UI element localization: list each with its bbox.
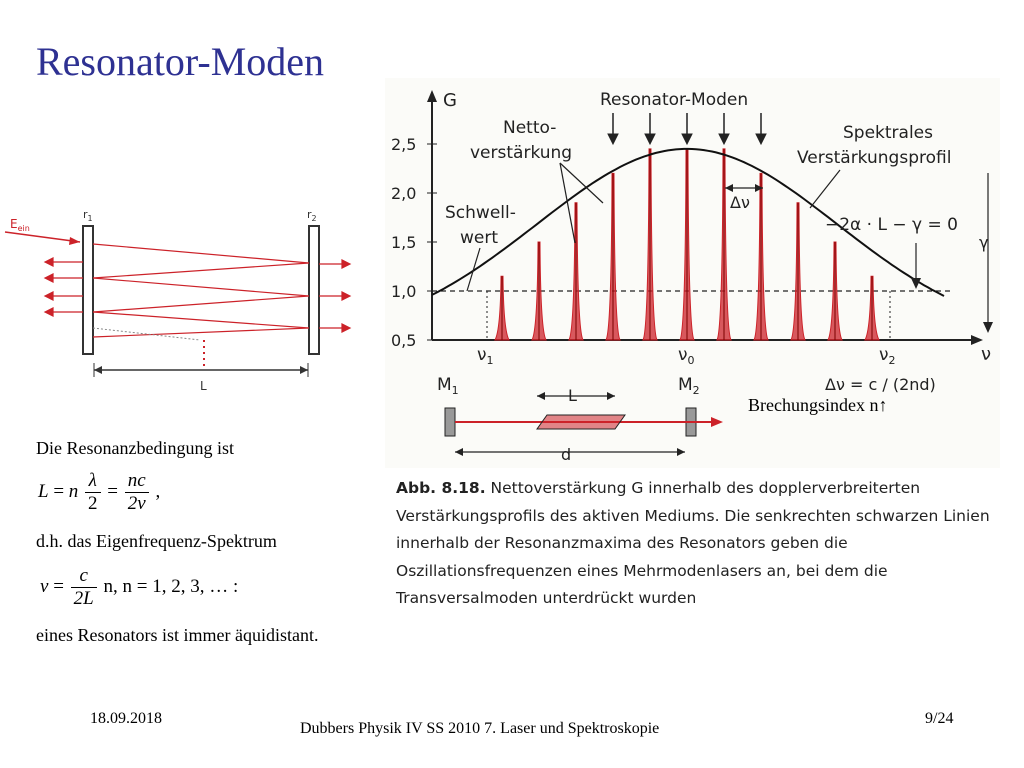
y-tick-label: 0,5	[391, 331, 417, 350]
eq1-fraction-1	[85, 470, 101, 515]
label-medium-l: L	[568, 386, 577, 405]
figure-caption	[396, 475, 996, 613]
incoming-arrowhead	[69, 237, 80, 245]
eq2-lhs: ν	[40, 575, 49, 597]
caption-body: Nettoverstärkung G innerhalb des dopplerverbreiterten Verstärkungsprofils des aktiven Mediums. Die senkrechten schwarzen Linien innerhalb der Resonanzmaxima des Resonators geben die Oszillationsfrequenzen eines Mehrmodenlasers an, bei dem die Transversalmoden unterdrückt wurden	[396, 479, 990, 607]
label-spektrales-2: Verstärkungsprofil	[797, 148, 952, 168]
label-r1: $r_1$	[83, 208, 93, 223]
length-arrow-left	[94, 366, 102, 374]
mirror-r2	[309, 226, 319, 354]
eq1-equals-2: =	[107, 480, 119, 502]
spectrum-equation	[40, 565, 238, 610]
label-resonator-moden: Resonator-Moden	[600, 90, 749, 110]
incoming-beam	[5, 232, 80, 242]
y-tick-label: 1,5	[391, 233, 417, 252]
brechungsindex-label: Brechungsindex n↑	[748, 395, 888, 415]
label-netto-2: verstärkung	[470, 143, 573, 163]
x-axis-label: ν	[981, 344, 992, 365]
x-tick-nu2: $\nu_2$	[879, 345, 896, 367]
label-e-ein: $E_{ein}$	[10, 217, 30, 233]
reflected-rays-left	[45, 258, 83, 316]
eq1-n: n	[68, 480, 79, 502]
x-tick-nu0: $\nu_0$	[678, 345, 695, 367]
x-tick-nu1: $\nu_1$	[477, 345, 494, 367]
footer-course: Dubbers Physik IV SS 2010 7. Laser und Spektroskopie	[300, 720, 660, 737]
transmitted-rays-right	[319, 260, 350, 332]
eq1-den-1: 2	[85, 492, 101, 515]
resonance-equation	[38, 470, 160, 515]
eq1-num-2: nc	[127, 470, 146, 491]
eq2-den: 2L	[71, 587, 97, 610]
label-cavity-l: L	[200, 379, 207, 390]
eq2-fraction	[71, 565, 97, 610]
fading-ray	[93, 328, 200, 340]
eq1-lhs: L	[38, 480, 49, 502]
label-cavity-d: d	[561, 445, 572, 464]
footer-date: 18.09.2018	[90, 710, 162, 727]
label-m1: $M_1$	[437, 375, 459, 397]
footer-page-number: 9/24	[925, 710, 954, 727]
y-axis-label: G	[443, 90, 457, 111]
gain-graph	[385, 78, 1000, 468]
label-r2: $r_2$	[307, 208, 317, 223]
label-spektrales-1: Spektrales	[843, 123, 933, 143]
gain-medium	[537, 415, 625, 429]
eq1-comma: ,	[155, 480, 161, 502]
label-threshold-equation: −2α · L − γ = 0	[825, 215, 958, 235]
caption-label: Abb. 8.18.	[396, 479, 486, 497]
y-tick-label: 1,0	[391, 282, 417, 301]
eq1-fraction-2	[125, 470, 149, 515]
y-tick-label: 2,5	[391, 135, 417, 154]
cavity-diagram	[0, 200, 370, 390]
eigenfrequenz-text: d.h. das Eigenfrequenz-Spektrum	[36, 531, 277, 551]
eq1-den-2: 2ν	[125, 492, 149, 515]
eq1-equals: =	[53, 480, 65, 502]
aequidistant-text: eines Resonators ist immer äquidistant.	[36, 625, 319, 645]
eq2-equals: =	[53, 575, 64, 597]
label-schwellwert-1: Schwell-	[445, 203, 516, 223]
length-arrow-right	[300, 366, 308, 374]
eq1-num-1: λ	[88, 470, 97, 491]
slide-title: Resonator-Moden	[36, 39, 325, 84]
label-m2: $M_2$	[678, 375, 700, 397]
mirror-m1	[445, 408, 455, 436]
y-tick-label: 2,0	[391, 184, 417, 203]
label-schwellwert-2: wert	[460, 228, 499, 248]
mirror-r1	[83, 226, 93, 354]
zigzag-rays	[93, 244, 309, 337]
label-delta-nu-formula: Δν = c / (2nd)	[825, 375, 936, 394]
label-gamma: γ	[979, 233, 989, 252]
resonanzbedingung-text: Die Resonanzbedingung ist	[36, 438, 234, 458]
eq2-rest: n, n = 1, 2, 3, … :	[103, 575, 239, 597]
label-netto-1: Netto-	[503, 118, 557, 138]
eq2-num: c	[79, 565, 88, 586]
label-delta-nu: Δν	[730, 193, 750, 212]
